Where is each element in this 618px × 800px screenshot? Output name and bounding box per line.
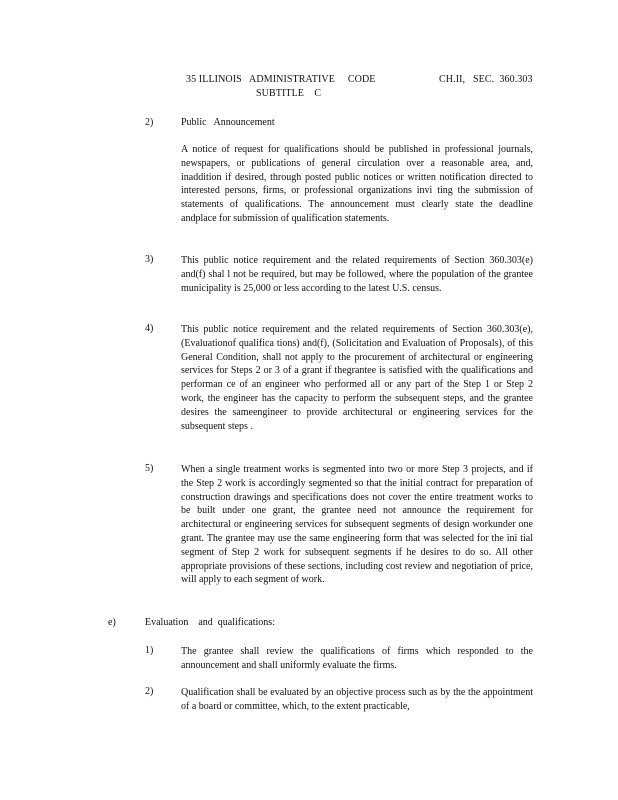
item-number: 4) — [145, 323, 154, 334]
header-subtitle: SUBTITLE C — [256, 88, 322, 99]
paragraph: Qualification shall be evaluated by an objective process such as by the the appointment of a board or committee, which, to the extent practicable, — [181, 687, 533, 712]
item-number: 3) — [145, 254, 154, 265]
section-title: Evaluation and qualifications: — [145, 617, 275, 628]
paragraph: This public notice requirement and the related requirements of Section 360.303(e), (Evaluationof qualifica tions) and(f), (Solicitation and Evaluation of Proposals), of this General Condition, shall not apply to the procurement of architectural or engineering services for Steps 2 or 3 of a grant if thegrantee is satisfied with the qualifications and performan ce of an engineer who performed all or any part of the Step 1 or Step 2 work, the engineer has the capacity to perform the subsequent steps, and the grantee desires the sameengineer to provide architectural or engineering services for the subsequent steps . — [181, 324, 533, 432]
paragraph: This public notice requirement and the related requirements of Section 360.303(e) and(f) shal l not be required, but may be followed, where the population of the grantee municipality is 25,000 or less according to the latest U.S. census. — [181, 255, 533, 294]
paragraph: A notice of request for qualifications should be published in professional journals, newspapers, or publications of general circulation over a reasonable area, and, inaddition if desired, through posted public notices or written notification directed to interested persons, firms, or professional organizations invi ting the submission of statements of qualifications. The announcement must clearly state the deadline andplace for submission of qualification statements. — [181, 144, 533, 224]
paragraph: When a single treatment works is segmented into two or more Step 3 projects, and if the Step 2 work is accordingly segmented so that the initial contract for preparation of construction drawings and specifications does not cover the entire treatment works to be built under one grant, the grantee need not announce the requirement for architectural or engineering services for subsequent segments of design workunder one grant. The grantee may use the same engineering form that was selected for the ini tial segment of Step 2 work for subsequent segments if he desires to do so. All other appropriate provisions of these sections, including cost review and negotiation of price, will apply to each segment of work. — [181, 464, 533, 586]
item-number: 2) — [145, 686, 154, 697]
header-section: CH.II, SEC. 360.303 — [439, 74, 533, 85]
item-title: Public Announcement — [181, 117, 275, 128]
item-number: 5) — [145, 463, 154, 474]
header-title: 35 ILLINOIS ADMINISTRATIVE CODE — [186, 74, 376, 85]
section-label: e) — [108, 617, 116, 628]
item-number: 2) — [145, 117, 154, 128]
item-number: 1) — [145, 645, 154, 656]
paragraph: The grantee shall review the qualifications of firms which responded to the announcement and shall uniformly evaluate the firms. — [181, 646, 533, 671]
